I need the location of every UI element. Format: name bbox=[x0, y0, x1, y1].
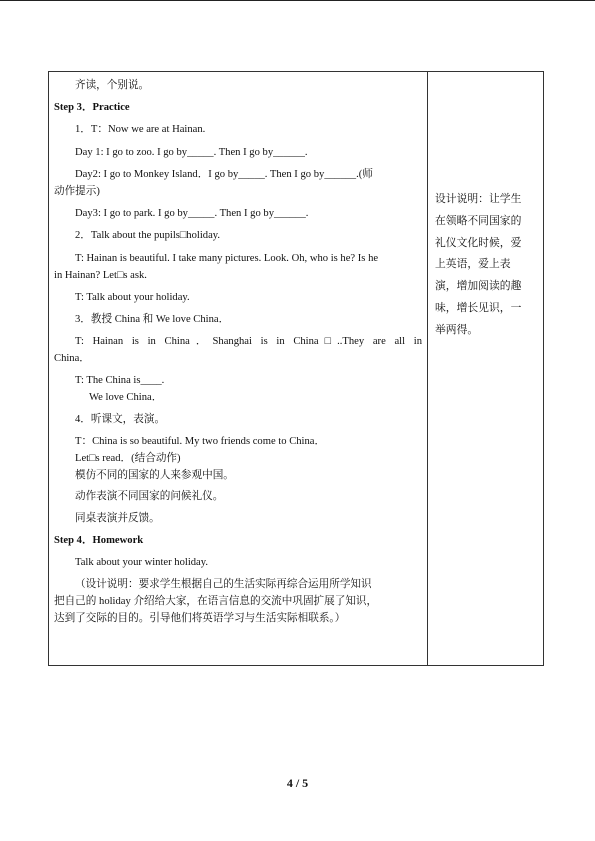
page-number: 4 / 5 bbox=[286, 776, 309, 790]
column-divider bbox=[427, 72, 428, 665]
content-line: Let□s read．(结合动作) bbox=[75, 453, 181, 464]
content-line: Day3: I go to park. I go by_____. Then I go by______. bbox=[75, 208, 309, 219]
content-line: Talk about your winter holiday. bbox=[75, 557, 209, 568]
content-line: T: Hainan is beautiful. I take many pictures. Look. Oh, who is he? Is he bbox=[75, 253, 379, 264]
content-line: 同桌表演并反馈。 bbox=[75, 513, 160, 524]
content-line: 3．教授 China 和 We love China． bbox=[75, 314, 230, 325]
design-note-line: 上英语，爱上表 bbox=[435, 258, 511, 271]
content-line: 达到了交际的目的。引导他们将英语学习与生活实际相联系。） bbox=[54, 613, 346, 624]
content-line: We love China． bbox=[89, 392, 163, 403]
content-line: Step 4．Homework bbox=[54, 535, 144, 546]
content-line: Step 3．Practice bbox=[54, 102, 130, 113]
design-note-line: 设计说明：让学生 bbox=[435, 193, 522, 205]
lesson-table bbox=[48, 71, 544, 666]
design-note-line: 举两得。 bbox=[435, 323, 479, 336]
content-line: 动作提示) bbox=[54, 186, 100, 197]
content-line: Day 1: I go to zoo. I go by_____. Then I go by______. bbox=[75, 147, 308, 158]
design-note-line: 在领略不同国家的 bbox=[435, 214, 522, 227]
content-line: in Hainan? Let□s ask. bbox=[54, 270, 147, 281]
content-line: 模仿不同的国家的人来参观中国。 bbox=[75, 470, 234, 481]
content-line: （设计说明：要求学生根据自己的生活实际再综合运用所学知识 bbox=[75, 579, 372, 590]
lesson-content bbox=[54, 78, 422, 627]
content-line: 把自己的 holiday 介绍给大家，在语言信息的交流中巩固扩展了知识， bbox=[54, 596, 378, 607]
content-line: 4．听课文，表演。 bbox=[75, 414, 166, 425]
content-line: Day2: I go to Monkey Island．I go by_____. Then I go by______.(师 bbox=[75, 169, 373, 180]
design-note-line: 礼仪文化时候，爱 bbox=[435, 236, 522, 249]
content-line: T: Talk about your holiday. bbox=[75, 292, 190, 303]
content-line: T: The China is____. bbox=[75, 375, 165, 386]
content-line: 动作表演不同国家的问候礼仪。 bbox=[75, 491, 224, 502]
content-line: 1．T：Now we are at Hainan. bbox=[75, 124, 206, 135]
design-note-line: 演，增加阅读的趣 bbox=[435, 280, 522, 293]
content-line: China． bbox=[54, 353, 90, 364]
content-line: T：China is so beautiful. My two friends come to China． bbox=[75, 436, 326, 447]
content-line: 2．Talk about the pupils□holiday. bbox=[75, 230, 221, 241]
design-note-line: 味，增长见识，一 bbox=[435, 301, 522, 314]
design-note bbox=[435, 189, 539, 342]
top-rule bbox=[0, 0, 595, 1]
content-line: T: Hainan is in China．Shanghai is in China□..They are all in bbox=[75, 336, 422, 347]
content-line: 齐读，个别说。 bbox=[75, 80, 150, 91]
